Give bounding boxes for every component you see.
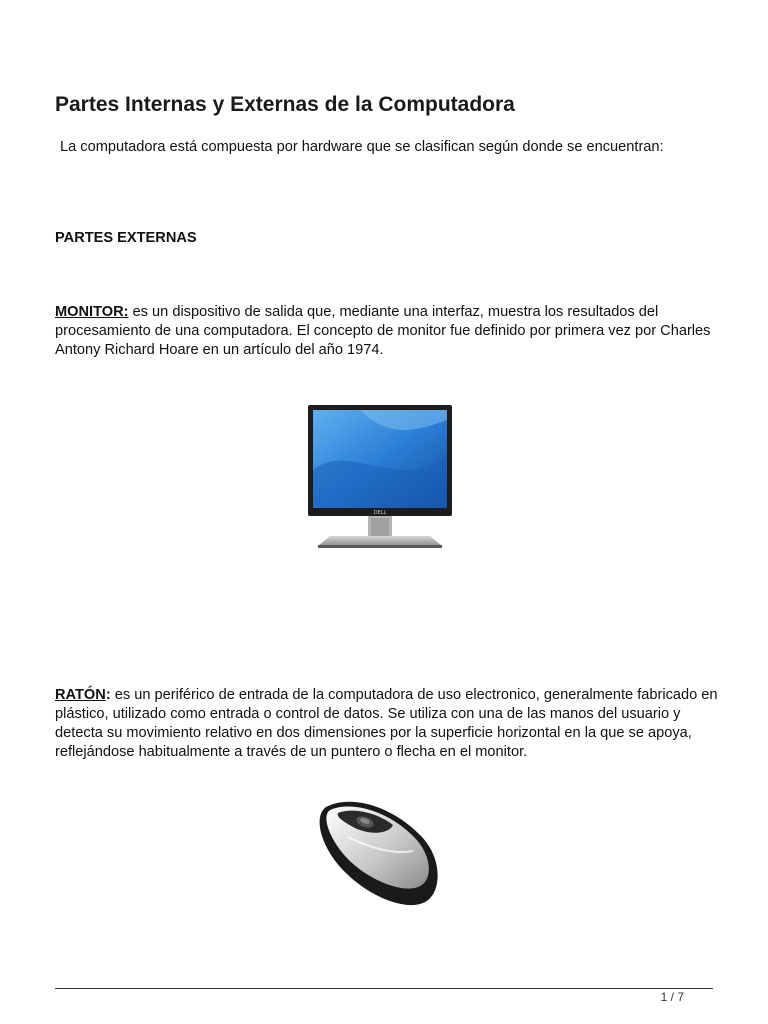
mouse-icon (308, 795, 448, 910)
monitor-brand: DELL (373, 510, 387, 516)
raton-colon: : (105, 687, 111, 703)
section-heading-external: PARTES EXTERNAS (55, 230, 197, 246)
page-title: Partes Internas y Externas de la Computadora (55, 93, 515, 116)
monitor-description: es un dispositivo de salida que, mediante una interfaz, muestra los resultados del procesamiento de una computadora. El concepto de monitor fue definido por primera vez por Charles Antony Richard Hoare en un artículo del año 1974. (55, 304, 711, 358)
intro-paragraph: La computadora está compuesta por hardware que se clasifican según donde se encuentran: (60, 139, 664, 155)
raton-paragraph (55, 686, 720, 762)
monitor-term: MONITOR: (55, 304, 129, 320)
monitor-paragraph (55, 303, 720, 360)
monitor-icon (300, 400, 460, 552)
raton-description: es un periférico de entrada de la computadora de uso electronico, generalmente fabricado en plástico, utilizado como entrada o control de datos. Se utiliza con una de las manos del usuario y detecta su movimiento relativo en dos dimensiones por la superficie horizontal en la que se apoya, reflejándose habitualmente a través de un puntero o flecha en el monitor. (55, 687, 718, 760)
footer-divider (55, 988, 713, 989)
page-number: 1 / 7 (660, 990, 684, 1004)
raton-term: RATÓN (55, 687, 106, 703)
